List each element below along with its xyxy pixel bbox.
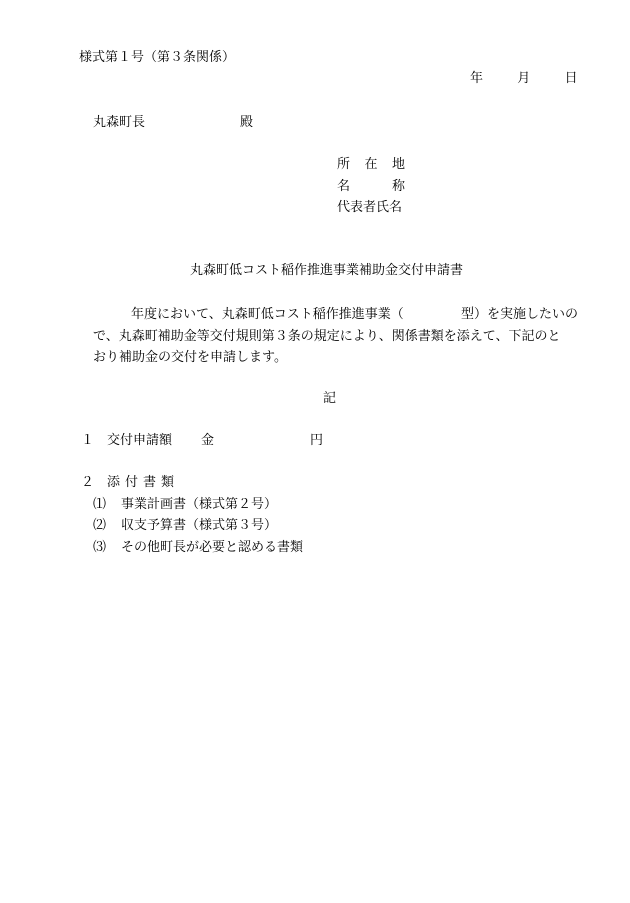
date-line: [470, 71, 578, 87]
item2-label: 添 付 書 類: [107, 475, 174, 490]
item2-number: ２: [81, 475, 95, 490]
body-line1-b: 型）を実施したいの: [461, 307, 579, 322]
item1-prefix: 金: [201, 433, 215, 448]
name-label: 名 称: [337, 179, 405, 194]
body-line3: おり補助金の交付を申請します。: [93, 350, 287, 365]
date-year: 年: [470, 71, 484, 86]
document-marker-2: ⑵: [93, 518, 107, 533]
address-label: 所 在 地: [337, 157, 405, 172]
document-title: 丸森町低コスト稲作推進事業補助金交付申請書: [190, 263, 464, 278]
representative-label: 代表者氏名: [337, 200, 403, 215]
item1-label: 交付申請額: [107, 433, 173, 448]
item1-number: １: [81, 433, 95, 448]
document-item-3: その他町長が必要と認める書類: [121, 540, 304, 555]
date-month: 月: [517, 71, 531, 86]
ki-heading: 記: [323, 391, 337, 406]
addressee-name: 丸森町長: [93, 115, 146, 130]
document-item-2: 収支予算書（様式第３号）: [121, 518, 278, 533]
document-item-1: 事業計画書（様式第２号）: [121, 497, 278, 512]
date-day: 日: [564, 71, 578, 86]
form-number: 様式第１号（第３条関係）: [79, 50, 236, 65]
item1-unit: 円: [310, 433, 324, 448]
document-marker-1: ⑴: [93, 497, 107, 512]
addressee-honorific: 殿: [240, 115, 254, 130]
body-line2: で、丸森町補助金等交付規則第３条の規定により、関係書類を添えて、下記のと: [93, 329, 561, 344]
document-marker-3: ⑶: [93, 540, 107, 555]
body-line1-a: 年度において、丸森町低コスト稲作推進事業（: [131, 307, 404, 322]
